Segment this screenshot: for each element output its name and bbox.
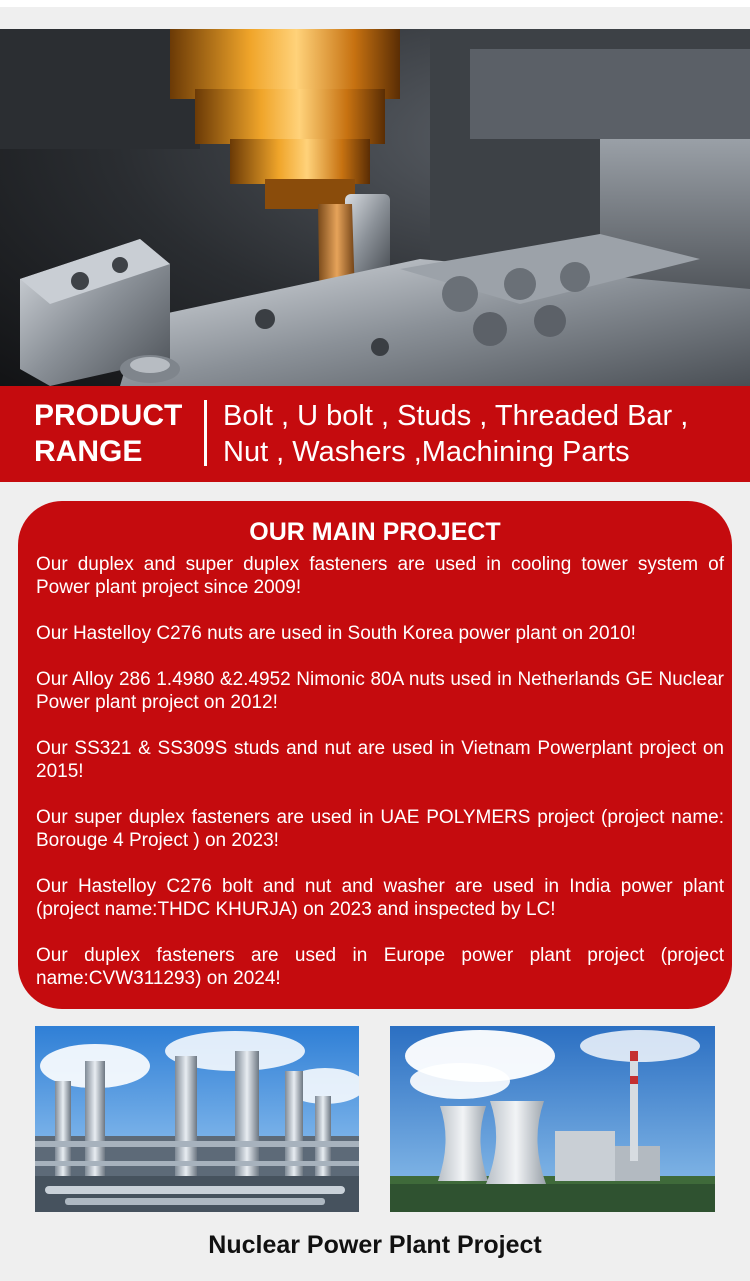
main-project-title: OUR MAIN PROJECT — [249, 518, 501, 546]
project-item: Our SS321 & SS309S studs and nut are used in Vietnam Powerplant project on 2015! — [36, 738, 724, 782]
product-range-title — [34, 398, 199, 470]
project-item: Our duplex fasteners are used in Europe power plant project (project name:CVW311293) on 2024! — [36, 945, 724, 989]
product-range-list — [223, 398, 743, 470]
hero-cnc-machining-image — [0, 29, 750, 386]
main-project-panel — [18, 501, 732, 1009]
project-item: Our Hastelloy C276 nuts are used in South Korea power plant on 2010! — [36, 623, 636, 644]
plant-photo-left — [35, 1026, 359, 1212]
range-list-line2: Nut , Washers ,Machining Parts — [223, 436, 630, 468]
range-divider — [204, 400, 207, 466]
photo-caption: Nuclear Power Plant Project — [208, 1231, 542, 1259]
project-item: Our duplex and super duplex fasteners are used in cooling tower system of Power plant project since 2009! — [36, 554, 724, 598]
range-title-line1: PRODUCT — [34, 399, 183, 432]
range-list-line1: Bolt , U bolt , Studs , Threaded Bar , — [223, 400, 689, 432]
project-item: Our Alloy 286 1.4980 &2.4952 Nimonic 80A nuts used in Netherlands GE Nuclear Power plant project on 2012! — [36, 669, 724, 713]
plant-photo-right — [390, 1026, 715, 1212]
range-title-line2: RANGE — [34, 435, 143, 468]
project-list — [36, 553, 724, 990]
project-item: Our Hastelloy C276 bolt and nut and washer are used in India power plant (project name:THDC KHURJA) on 2023 and inspected by LC! — [36, 876, 724, 920]
project-item: Our super duplex fasteners are used in UAE POLYMERS project (project name: Borouge 4 Project ) on 2023! — [36, 807, 724, 851]
product-range-band — [0, 386, 750, 482]
top-strip — [0, 0, 750, 7]
